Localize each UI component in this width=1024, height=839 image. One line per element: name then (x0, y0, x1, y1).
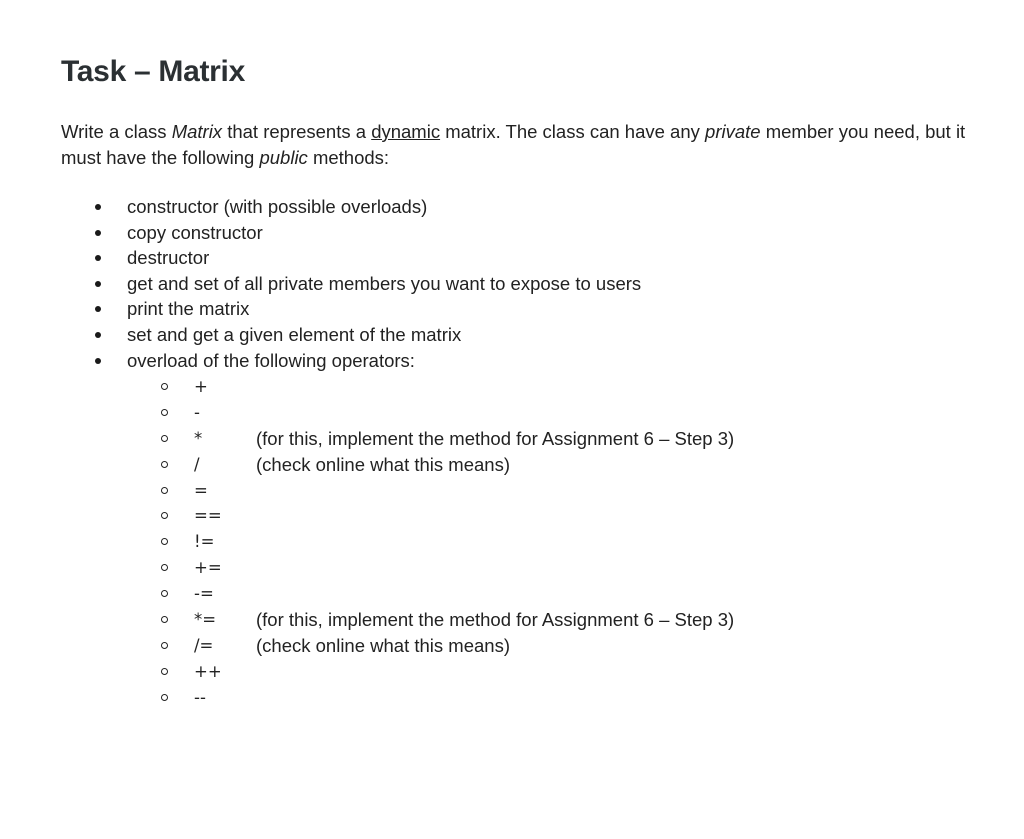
intro-text-5: methods: (307, 147, 390, 168)
operator-symbol: / (194, 454, 200, 474)
list-item (0, 220, 1024, 246)
public-word: public (259, 147, 308, 168)
circle-bullet-icon (161, 590, 168, 597)
intro-text-3: matrix. The class can have any (440, 121, 706, 142)
bullet-icon (95, 255, 101, 261)
operator-item (0, 503, 1024, 529)
operator-symbol: -= (194, 584, 214, 604)
intro-text-2: that represents a (222, 121, 372, 142)
list-item (0, 296, 1024, 322)
operator-note: (for this, implement the method for Assignment 6 – Step 3) (256, 609, 735, 631)
circle-bullet-icon (161, 409, 168, 416)
list-item-text: get and set of all private members you want to expose to users (127, 272, 642, 294)
list-item-text: constructor (with possible overloads) (127, 196, 428, 217)
circle-bullet-icon (161, 616, 168, 623)
operator-item (0, 400, 1024, 426)
operator-note: (check online what this means) (256, 453, 510, 475)
circle-bullet-icon (161, 435, 168, 442)
operator-note: (for this, implement the method for Assignment 6 – Step 3) (256, 427, 735, 449)
circle-bullet-icon (161, 668, 168, 675)
list-item-text: overload of the following operators: (127, 349, 415, 371)
operator-symbol: - (194, 402, 200, 422)
list-item (0, 194, 1024, 220)
list-item-text: destructor (127, 247, 210, 269)
operator-item (0, 555, 1024, 581)
operator-symbol: * (194, 428, 203, 448)
method-list (0, 194, 1024, 373)
list-item (0, 271, 1024, 297)
bullet-icon (95, 332, 101, 338)
bullet-icon (95, 281, 101, 287)
list-item-text: set and get a given element of the matrix (127, 323, 462, 345)
list-item-text: print the matrix (127, 298, 250, 320)
operator-symbol: ++ (194, 661, 222, 681)
bullet-icon (95, 204, 101, 210)
operator-item (0, 374, 1024, 400)
bullet-icon (95, 358, 101, 364)
operator-item (0, 452, 1024, 478)
operator-item (0, 607, 1024, 633)
circle-bullet-icon (161, 564, 168, 571)
list-item (0, 245, 1024, 271)
operator-item (0, 529, 1024, 555)
operator-symbol: *= (194, 610, 217, 630)
operator-item (0, 478, 1024, 504)
list-item (0, 348, 1024, 374)
circle-bullet-icon (161, 461, 168, 468)
operator-symbol: == (194, 506, 222, 526)
operator-list (0, 374, 1024, 711)
bullet-icon (95, 306, 101, 312)
page-title: Task – Matrix (61, 55, 245, 88)
circle-bullet-icon (161, 487, 168, 494)
operator-symbol: = (194, 480, 208, 500)
circle-bullet-icon (161, 512, 168, 519)
circle-bullet-icon (161, 642, 168, 649)
intro-paragraph (61, 119, 991, 171)
intro-text-4: member you need, but it must have the following (61, 121, 966, 168)
list-item-text: copy constructor (127, 221, 263, 243)
operator-item (0, 685, 1024, 711)
operator-symbol: /= (194, 635, 214, 655)
operator-item (0, 581, 1024, 607)
bullet-icon (95, 230, 101, 236)
operator-item (0, 659, 1024, 685)
operator-symbol: += (194, 558, 222, 578)
operator-symbol: -- (194, 687, 206, 707)
circle-bullet-icon (161, 694, 168, 701)
operator-item (0, 633, 1024, 659)
circle-bullet-icon (161, 383, 168, 390)
circle-bullet-icon (161, 538, 168, 545)
dynamic-word: dynamic (371, 121, 441, 142)
intro-text-1: Write a class (61, 121, 172, 142)
list-item (0, 322, 1024, 348)
private-word: private (705, 121, 761, 142)
operator-symbol: != (194, 532, 215, 552)
operator-note: (check online what this means) (256, 634, 510, 656)
operator-item (0, 426, 1024, 452)
class-name: Matrix (171, 121, 223, 142)
operator-symbol: + (194, 377, 208, 396)
